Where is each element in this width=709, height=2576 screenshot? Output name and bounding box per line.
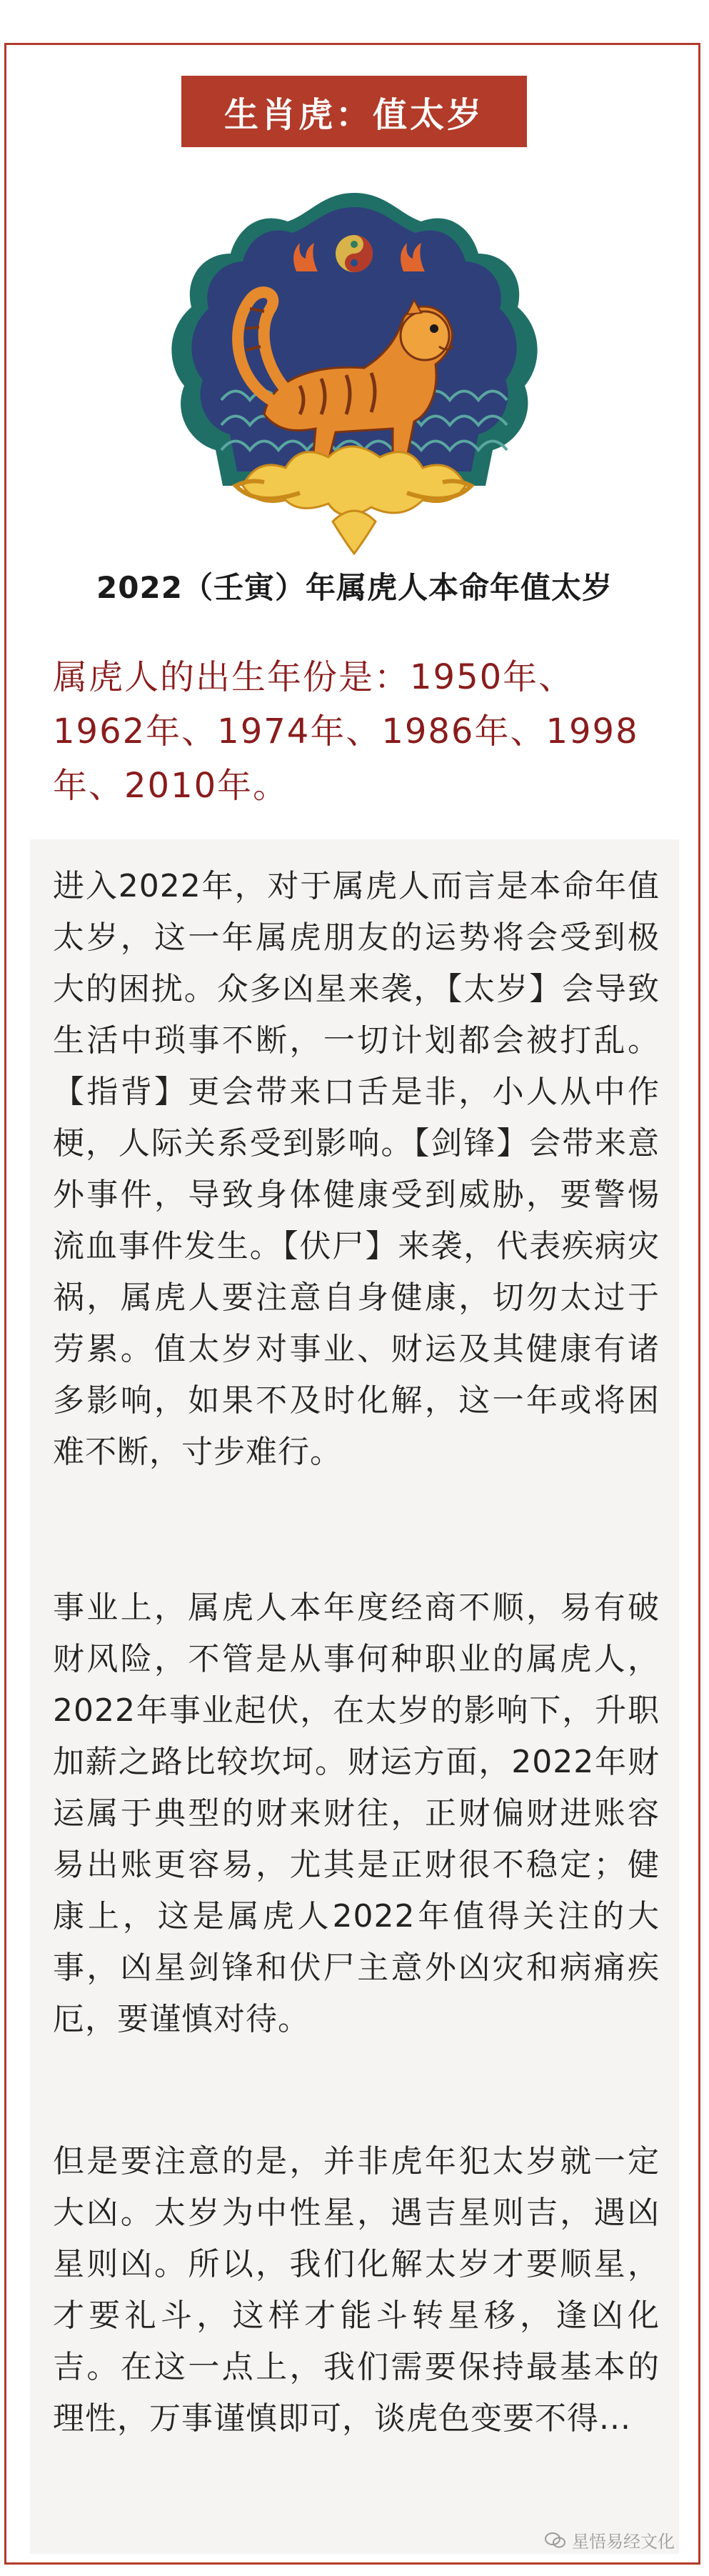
watermark-text: 星悟易经文化 bbox=[572, 2532, 675, 2552]
birth-years-text: 属虎人的出生年份是：1950年、1962年、1974年、1986年、1998年、2010年。 bbox=[53, 657, 639, 806]
title-banner bbox=[181, 76, 527, 147]
watermark bbox=[545, 2527, 675, 2552]
paragraph-2: 事业上，属虎人本年度经商不顺，易有破财风险，不管是从事何种职业的属虎人，2022年事业起伏，在太岁的影响下，升职加薪之路比较坎坷。财运方面，2022年财运属于典型的财来财往，正财偏财进账容易出账更容易，尤其是正财很不稳定；健康上，这是属虎人2022年值得关注的大事，凶星剑锋和伏尸主意外凶灾和病痛疾厄，要谨慎对待。 bbox=[53, 1589, 660, 2037]
paragraph-1: 进入2022年，对于属虎人而言是本命年值太岁，这一年属虎朋友的运势将会受到极大的困扰。众多凶星来袭，【太岁】会导致生活中琐事不断，一切计划都会被打乱。【指背】更会带来口舌是非，小人从中作梗，人际关系受到影响。【剑锋】会带来意外事件，导致身体健康受到威胁，要警惕流血事件发生。【伏尸】来袭，代表疾病灾祸，属虎人要注意自身健康，切勿太过于劳累。值太岁对事业、财运及其健康有诸多影响，如果不及时化解，这一年或将困难不断，寸步难行。 bbox=[53, 868, 660, 1470]
page-subtitle: 2022（壬寅）年属虎人本命年值太岁 bbox=[96, 570, 613, 605]
tiger-illustration bbox=[157, 186, 552, 557]
tiger-emblem bbox=[157, 186, 552, 557]
paragraph-3: 但是要注意的是，并非虎年犯太岁就一定大凶。太岁为中性星，遇吉星则吉，遇凶星则凶。所以，我们化解太岁才要顺星，才要礼斗，这样才能斗转星移，逢凶化吉。在这一点上，我们需要保持最基本的理性，万事谨慎即可，谈虎色变要不得... bbox=[53, 2143, 660, 2437]
wechat-icon bbox=[545, 2532, 566, 2548]
banner-title: 生肖虎：值太岁 bbox=[223, 94, 484, 135]
